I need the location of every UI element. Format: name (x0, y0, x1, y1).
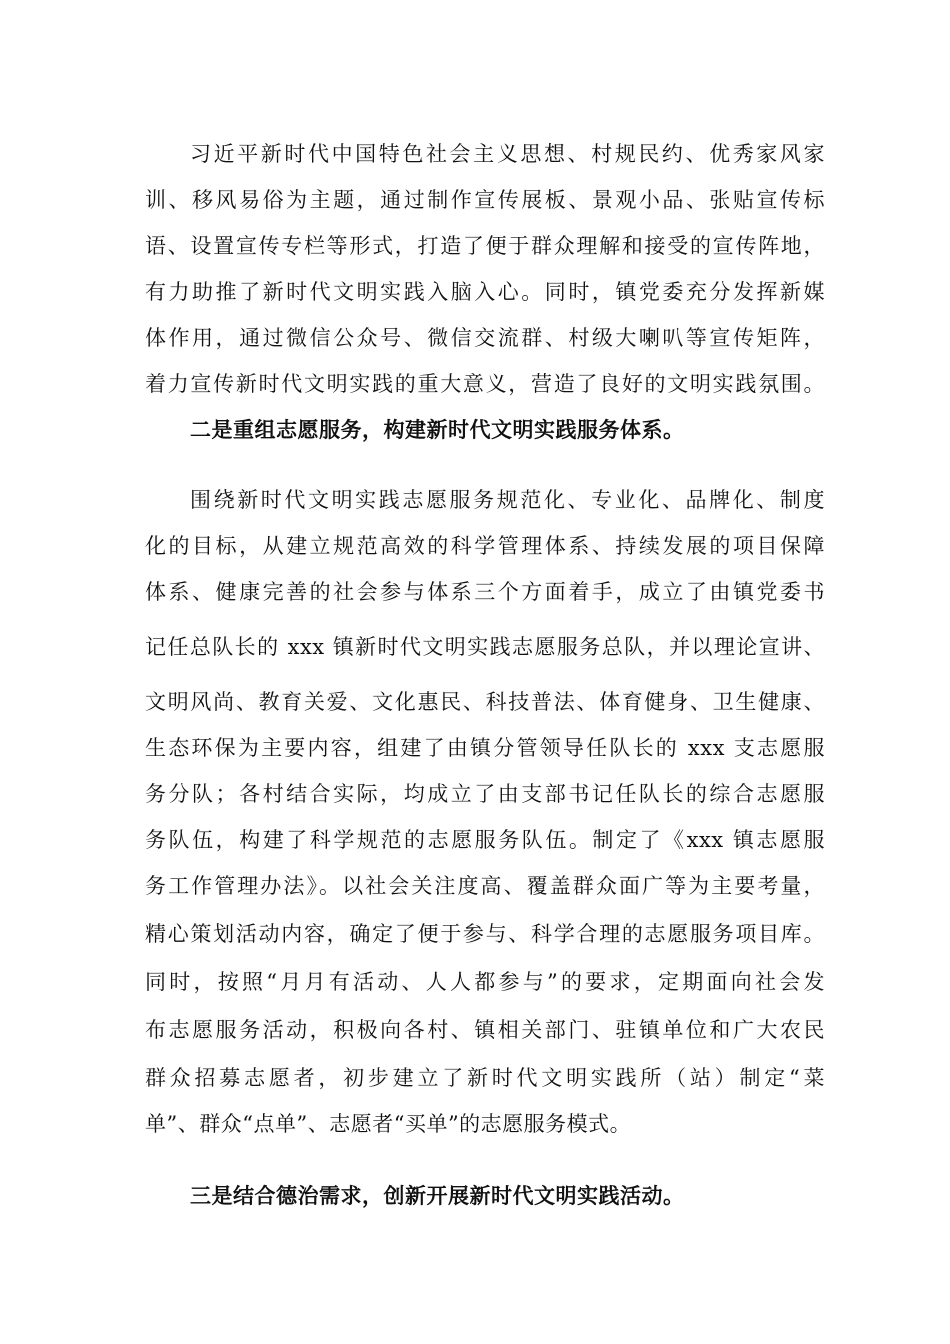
section-heading: 三是结合德治需求，创新开展新时代文明实践活动。 (190, 1184, 685, 1208)
paragraph-line: 语、设置宣传专栏等形式，打造了便于群众理解和接受的宣传阵地， (145, 234, 825, 258)
paragraph-line: 同时，按照“月月有活动、人人都参与”的要求，定期面向社会发 (145, 970, 825, 994)
paragraph-line: 务队伍，构建了科学规范的志愿服务队伍。制定了《xxx 镇志愿服 (145, 828, 825, 852)
paragraph-line: 有力助推了新时代文明实践入脑入心。同时，镇党委充分发挥新媒 (145, 280, 825, 304)
paragraph-line: 体系、健康完善的社会参与体系三个方面着手，成立了由镇党委书 (145, 580, 825, 604)
paragraph-line: 生态环保为主要内容，组建了由镇分管领导任队长的 xxx 支志愿服 (145, 736, 825, 760)
paragraph-line: 训、移风易俗为主题，通过制作宣传展板、景观小品、张贴宣传标 (145, 188, 825, 212)
paragraph-line: 着力宣传新时代文明实践的重大意义，营造了良好的文明实践氛围。 (145, 372, 825, 396)
paragraph-line: 体作用，通过微信公众号、微信交流群、村级大喇叭等宣传矩阵， (145, 326, 825, 350)
paragraph-line: 单”、群众“点单”、志愿者“买单”的志愿服务模式。 (145, 1112, 632, 1136)
paragraph-line: 务分队；各村结合实际，均成立了由支部书记任队长的综合志愿服 (145, 782, 825, 806)
paragraph-line: 化的目标，从建立规范高效的科学管理体系、持续发展的项目保障 (145, 534, 825, 558)
paragraph-line: 文明风尚、教育关爱、文化惠民、科技普法、体育健身、卫生健康、 (145, 690, 825, 714)
paragraph-line: 精心策划活动内容，确定了便于参与、科学合理的志愿服务项目库。 (145, 922, 825, 946)
paragraph-line: 习近平新时代中国特色社会主义思想、村规民约、优秀家风家 (190, 142, 825, 166)
paragraph-line: 记任总队长的 xxx 镇新时代文明实践志愿服务总队，并以理论宣讲、 (145, 635, 825, 659)
paragraph-line: 群众招募志愿者，初步建立了新时代文明实践所（站）制定“菜 (145, 1066, 825, 1090)
section-heading: 二是重组志愿服务，构建新时代文明实践服务体系。 (190, 418, 685, 442)
paragraph-line: 务工作管理办法》。以社会关注度高、覆盖群众面广等为主要考量， (145, 874, 825, 898)
paragraph-line: 布志愿服务活动，积极向各村、镇相关部门、驻镇单位和广大农民 (145, 1018, 825, 1042)
paragraph-line: 围绕新时代文明实践志愿服务规范化、专业化、品牌化、制度 (190, 488, 825, 512)
